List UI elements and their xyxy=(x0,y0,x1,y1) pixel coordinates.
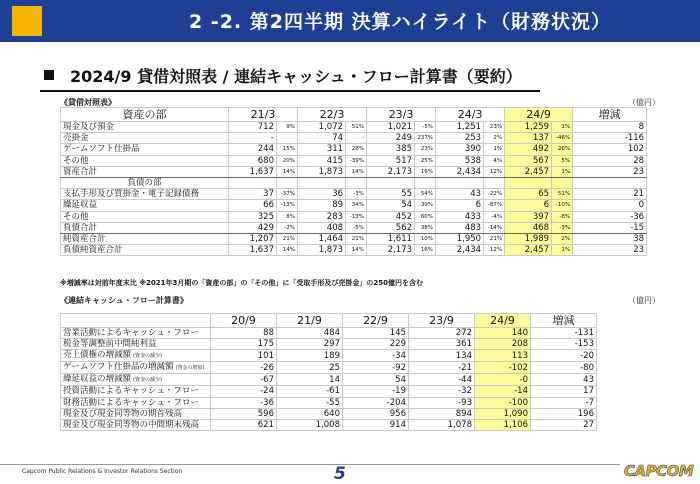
table-row xyxy=(61,155,647,166)
table-row xyxy=(61,339,597,350)
balance-sheet-unit: （億円） xyxy=(628,98,660,107)
value-cell: 517 xyxy=(367,155,415,166)
cash-flow-header-row xyxy=(61,314,597,328)
percent-cell: 4% xyxy=(484,155,505,166)
cash-flow-table xyxy=(60,313,597,431)
percent-cell: 1% xyxy=(552,166,573,177)
change-cell: 0 xyxy=(573,200,647,211)
percent-cell: 25% xyxy=(415,155,436,166)
value-cell: 208 xyxy=(475,339,531,350)
value-cell: 253 xyxy=(436,133,484,144)
percent-cell: 21% xyxy=(346,233,367,244)
value-cell: - xyxy=(229,133,277,144)
value-cell: 1,008 xyxy=(277,419,343,430)
column-header: 22/9 xyxy=(343,314,409,328)
value-cell: -93 xyxy=(409,397,475,408)
row-label: ゲームソフト仕掛品 xyxy=(61,144,229,155)
change-cell: 27 xyxy=(531,419,597,430)
value-cell: 2,434 xyxy=(436,245,484,256)
balance-sheet-header-row xyxy=(61,108,647,122)
value-cell: 1,106 xyxy=(475,419,531,430)
percent-cell: -37% xyxy=(277,189,298,200)
column-header: 23/3 xyxy=(367,108,436,122)
percent-cell: 26% xyxy=(552,144,573,155)
percent-cell: 2% xyxy=(484,133,505,144)
table-row xyxy=(61,200,647,211)
row-label-text: ゲームソフト仕掛品の増減額 xyxy=(63,362,174,373)
percent-cell: -13% xyxy=(346,211,367,222)
value-cell: 37 xyxy=(229,189,277,200)
column-header: 21/9 xyxy=(277,314,343,328)
value-cell: 283 xyxy=(298,211,346,222)
percent-cell: -87% xyxy=(484,200,505,211)
value-cell: -44 xyxy=(409,374,475,386)
table-row xyxy=(61,328,597,339)
percent-cell: -46% xyxy=(552,133,573,144)
percent-cell: 1% xyxy=(552,122,573,133)
percent-cell: 8% xyxy=(277,211,298,222)
value-cell: 1,637 xyxy=(229,166,277,177)
percent-cell: 237% xyxy=(415,133,436,144)
change-cell: 17 xyxy=(531,386,597,397)
row-label: 負債合計 xyxy=(61,222,229,233)
value-cell: 2,173 xyxy=(367,166,415,177)
table-row xyxy=(61,122,647,133)
value-cell: 6 xyxy=(505,200,552,211)
value-cell: -0 xyxy=(475,374,531,386)
row-label: その他 xyxy=(61,211,229,222)
row-label xyxy=(61,350,211,362)
column-header: 資産の部 xyxy=(61,108,229,122)
change-cell: 38 xyxy=(573,233,647,244)
percent-cell: -3% xyxy=(346,189,367,200)
value-cell: -32 xyxy=(409,386,475,397)
value-cell: 175 xyxy=(211,339,277,350)
value-cell: 6 xyxy=(436,200,484,211)
percent-cell: 54% xyxy=(415,189,436,200)
percent-cell: -3% xyxy=(552,222,573,233)
value-cell xyxy=(298,177,346,188)
value-cell: -36 xyxy=(211,397,277,408)
square-bullet-icon xyxy=(44,70,54,80)
value-cell: 621 xyxy=(211,419,277,430)
change-cell: 102 xyxy=(573,144,647,155)
capcom-logo: CAPCOM xyxy=(624,462,694,480)
percent-cell: -39% xyxy=(415,200,436,211)
row-label xyxy=(61,408,211,419)
percent-cell: 1% xyxy=(484,144,505,155)
percent-cell: -39% xyxy=(346,155,367,166)
percent-cell: 23% xyxy=(415,144,436,155)
row-label xyxy=(61,339,211,350)
percent-cell: 28% xyxy=(346,144,367,155)
value-cell: 596 xyxy=(211,408,277,419)
balance-sheet-table xyxy=(60,107,647,256)
value-cell: 1,251 xyxy=(436,122,484,133)
row-label-note: (資金の減少) xyxy=(133,353,162,360)
change-cell: 23 xyxy=(573,166,647,177)
percent-cell: -5% xyxy=(415,122,436,133)
table-row xyxy=(61,166,647,177)
cash-flow-unit: （億円） xyxy=(628,296,660,305)
value-cell: 415 xyxy=(298,155,346,166)
change-cell: 8 xyxy=(573,122,647,133)
page-number: 5 xyxy=(334,464,346,484)
row-label-text: 投資活動によるキャッシュ・フロー xyxy=(63,386,199,397)
row-label-text: 税金等調整前中間純利益 xyxy=(63,339,157,350)
row-label-text: 現金及び現金同等物の期首残高 xyxy=(63,408,183,419)
percent-cell: 21% xyxy=(277,233,298,244)
value-cell: -102 xyxy=(475,362,531,374)
value-cell: 74 xyxy=(298,133,346,144)
row-label: 繰延収益 xyxy=(61,200,229,211)
cash-flow-title: 《連結キャッシュ・フロー計算書》 xyxy=(60,296,188,305)
section-title: 2024/9 貸借対照表 / 連結キャッシュ・フロー計算書（要約） xyxy=(70,67,522,86)
value-cell: 640 xyxy=(277,408,343,419)
percent-cell: 16% xyxy=(415,245,436,256)
table-row xyxy=(61,245,647,256)
value-cell: 452 xyxy=(367,211,415,222)
value-cell: 385 xyxy=(367,144,415,155)
value-cell: 113 xyxy=(475,350,531,362)
value-cell: 325 xyxy=(229,211,277,222)
row-label: 負債の部 xyxy=(61,177,229,188)
percent-cell: 2% xyxy=(552,233,573,244)
percent-cell: 51% xyxy=(346,122,367,133)
value-cell: -26 xyxy=(211,362,277,374)
value-cell: 956 xyxy=(343,408,409,419)
row-label-note: (資金の増加) xyxy=(175,365,205,372)
value-cell: 1,873 xyxy=(298,245,346,256)
value-cell: 429 xyxy=(229,222,277,233)
row-label xyxy=(61,386,211,397)
table-row xyxy=(61,386,597,397)
value-cell: 145 xyxy=(343,328,409,339)
value-cell: 229 xyxy=(343,339,409,350)
value-cell: -21 xyxy=(409,362,475,374)
column-header-current: 24/9 xyxy=(505,108,573,122)
change-cell: -20 xyxy=(531,350,597,362)
value-cell: 140 xyxy=(475,328,531,339)
value-cell: 680 xyxy=(229,155,277,166)
percent-cell: - xyxy=(346,133,367,144)
table-row xyxy=(61,362,597,374)
value-cell: 492 xyxy=(505,144,552,155)
value-cell: 14 xyxy=(277,374,343,386)
row-label-note: (資金の減少) xyxy=(133,377,162,384)
value-cell: 894 xyxy=(409,408,475,419)
row-label: 純資産合計 xyxy=(61,233,229,244)
percent-cell: -14% xyxy=(484,222,505,233)
table-row xyxy=(61,233,647,244)
value-cell: -24 xyxy=(211,386,277,397)
row-label: その他 xyxy=(61,155,229,166)
table-row xyxy=(61,222,647,233)
column-header: 24/3 xyxy=(436,108,505,122)
value-cell: 914 xyxy=(343,419,409,430)
value-cell: 484 xyxy=(277,328,343,339)
row-label xyxy=(61,419,211,430)
percent-cell: 34% xyxy=(346,200,367,211)
value-cell: 1,021 xyxy=(367,122,415,133)
change-cell: 28 xyxy=(573,155,647,166)
percent-cell: 16% xyxy=(415,166,436,177)
value-cell: 1,637 xyxy=(229,245,277,256)
value-cell: 712 xyxy=(229,122,277,133)
value-cell xyxy=(505,177,552,188)
value-cell: 1,989 xyxy=(505,233,552,244)
row-label-text: 売上債権の増減額 xyxy=(63,350,132,361)
table-row xyxy=(61,144,647,155)
value-cell: -67 xyxy=(211,374,277,386)
value-cell xyxy=(436,177,484,188)
value-cell: 567 xyxy=(505,155,552,166)
footer-divider xyxy=(0,464,620,465)
change-cell: 43 xyxy=(531,374,597,386)
table-row xyxy=(61,350,597,362)
balance-sheet-title: 《貸借対照表》 xyxy=(60,98,116,107)
percent-cell: 12% xyxy=(484,166,505,177)
row-label xyxy=(61,397,211,408)
value-cell: 134 xyxy=(409,350,475,362)
value-cell: 2,457 xyxy=(505,245,552,256)
table-row xyxy=(61,419,597,430)
value-cell: 43 xyxy=(436,189,484,200)
table-row xyxy=(61,374,597,386)
value-cell: 25 xyxy=(277,362,343,374)
column-header: 21/3 xyxy=(229,108,298,122)
percent-cell: -22% xyxy=(484,189,505,200)
value-cell: 408 xyxy=(298,222,346,233)
row-label: 支払手形及び買掛金・電子記録債務 xyxy=(61,189,229,200)
value-cell: 189 xyxy=(277,350,343,362)
value-cell: 89 xyxy=(298,200,346,211)
column-header xyxy=(61,314,211,328)
value-cell: 562 xyxy=(367,222,415,233)
value-cell: 483 xyxy=(436,222,484,233)
value-cell xyxy=(367,177,415,188)
value-cell: -100 xyxy=(475,397,531,408)
value-cell: 244 xyxy=(229,144,277,155)
value-cell: 88 xyxy=(211,328,277,339)
table-row xyxy=(61,397,597,408)
value-cell: 361 xyxy=(409,339,475,350)
value-cell: 397 xyxy=(505,211,552,222)
column-header: 20/9 xyxy=(211,314,277,328)
footnote: ※増減率は対前年度末比 ※2021年3月期の「資産の部」の「その他」に「受取手形及び売掛金」の250億円を含む xyxy=(60,279,424,287)
change-cell: -80 xyxy=(531,362,597,374)
percent-cell: 38% xyxy=(415,222,436,233)
percent-cell xyxy=(415,177,436,188)
value-cell: 1,090 xyxy=(475,408,531,419)
percent-cell: -13% xyxy=(277,200,298,211)
value-cell: 65 xyxy=(505,189,552,200)
value-cell: 1,611 xyxy=(367,233,415,244)
row-label xyxy=(61,328,211,339)
value-cell: 2,173 xyxy=(367,245,415,256)
percent-cell: 5% xyxy=(552,155,573,166)
value-cell: -92 xyxy=(343,362,409,374)
change-cell: 21 xyxy=(573,189,647,200)
value-cell: 1,072 xyxy=(298,122,346,133)
value-cell: -204 xyxy=(343,397,409,408)
value-cell: 433 xyxy=(436,211,484,222)
percent-cell: 14% xyxy=(277,245,298,256)
change-cell: -15 xyxy=(573,222,647,233)
change-cell: -116 xyxy=(573,133,647,144)
percent-cell: 14% xyxy=(346,166,367,177)
value-cell: 390 xyxy=(436,144,484,155)
row-label: 現金及び預金 xyxy=(61,122,229,133)
column-header: 増減 xyxy=(573,108,647,122)
row-label: 売掛金 xyxy=(61,133,229,144)
row-label-text: 財務活動によるキャッシュ・フロー xyxy=(63,397,199,408)
change-cell: -7 xyxy=(531,397,597,408)
value-cell: 1,078 xyxy=(409,419,475,430)
percent-cell: -10% xyxy=(552,200,573,211)
row-label-text: 現金及び現金同等物の中間期末残高 xyxy=(63,420,200,431)
percent-cell xyxy=(346,177,367,188)
percent-cell: -2% xyxy=(277,222,298,233)
change-cell: 196 xyxy=(531,408,597,419)
row-label xyxy=(61,374,211,386)
percent-cell: 60% xyxy=(415,211,436,222)
column-header-current: 24/9 xyxy=(475,314,531,328)
value-cell: -14 xyxy=(475,386,531,397)
value-cell: 468 xyxy=(505,222,552,233)
table-row xyxy=(61,133,647,144)
value-cell: 36 xyxy=(298,189,346,200)
section-heading xyxy=(40,62,540,92)
row-label-text: 営業活動によるキャッシュ・フロー xyxy=(63,328,199,339)
percent-cell: 51% xyxy=(552,189,573,200)
percent-cell: 14% xyxy=(277,166,298,177)
value-cell: 66 xyxy=(229,200,277,211)
value-cell: -61 xyxy=(277,386,343,397)
row-label xyxy=(61,362,211,374)
percent-cell xyxy=(277,177,298,188)
value-cell: 272 xyxy=(409,328,475,339)
percent-cell: -8% xyxy=(552,211,573,222)
percent-cell: -5% xyxy=(346,222,367,233)
percent-cell xyxy=(277,133,298,144)
page-title: 2 -2. 第2四半期 決算ハイライト（財務状況） xyxy=(188,11,612,33)
value-cell: 1,950 xyxy=(436,233,484,244)
value-cell: -34 xyxy=(343,350,409,362)
column-header: 22/3 xyxy=(298,108,367,122)
value-cell: 137 xyxy=(505,133,552,144)
percent-cell: 12% xyxy=(484,245,505,256)
table-row xyxy=(61,408,597,419)
header-banner xyxy=(0,0,700,42)
percent-cell: -4% xyxy=(484,211,505,222)
percent-cell: 23% xyxy=(484,122,505,133)
row-label-text: 繰延収益の増減額 xyxy=(63,374,132,385)
value-cell: 2,434 xyxy=(436,166,484,177)
value-cell: 2,457 xyxy=(505,166,552,177)
column-header: 増減 xyxy=(531,314,597,328)
table-row xyxy=(61,177,647,188)
percent-cell xyxy=(484,177,505,188)
banner-accent-square xyxy=(12,6,42,36)
table-row xyxy=(61,211,647,222)
change-cell: -36 xyxy=(573,211,647,222)
value-cell: 55 xyxy=(367,189,415,200)
change-cell: -153 xyxy=(531,339,597,350)
value-cell: 101 xyxy=(211,350,277,362)
row-label: 資産合計 xyxy=(61,166,229,177)
value-cell: 1,464 xyxy=(298,233,346,244)
value-cell: 311 xyxy=(298,144,346,155)
percent-cell: 14% xyxy=(346,245,367,256)
percent-cell: 20% xyxy=(277,155,298,166)
percent-cell: 9% xyxy=(277,122,298,133)
value-cell: 297 xyxy=(277,339,343,350)
value-cell: -55 xyxy=(277,397,343,408)
value-cell: -19 xyxy=(343,386,409,397)
value-cell: 1,873 xyxy=(298,166,346,177)
percent-cell xyxy=(552,177,573,188)
footer-text: Capcom Public Relations & Investor Relations Section xyxy=(22,468,183,475)
value-cell: 54 xyxy=(367,200,415,211)
value-cell: 249 xyxy=(367,133,415,144)
value-cell: 1,259 xyxy=(505,122,552,133)
value-cell: 54 xyxy=(343,374,409,386)
value-cell: 1,207 xyxy=(229,233,277,244)
change-cell: -131 xyxy=(531,328,597,339)
percent-cell: 10% xyxy=(415,233,436,244)
percent-cell: 1% xyxy=(552,245,573,256)
row-label: 負債純資産合計 xyxy=(61,245,229,256)
table-row xyxy=(61,189,647,200)
change-cell: 23 xyxy=(573,245,647,256)
column-header: 23/9 xyxy=(409,314,475,328)
change-cell xyxy=(573,177,647,188)
value-cell: 538 xyxy=(436,155,484,166)
value-cell xyxy=(229,177,277,188)
percent-cell: 21% xyxy=(484,233,505,244)
percent-cell: 15% xyxy=(277,144,298,155)
